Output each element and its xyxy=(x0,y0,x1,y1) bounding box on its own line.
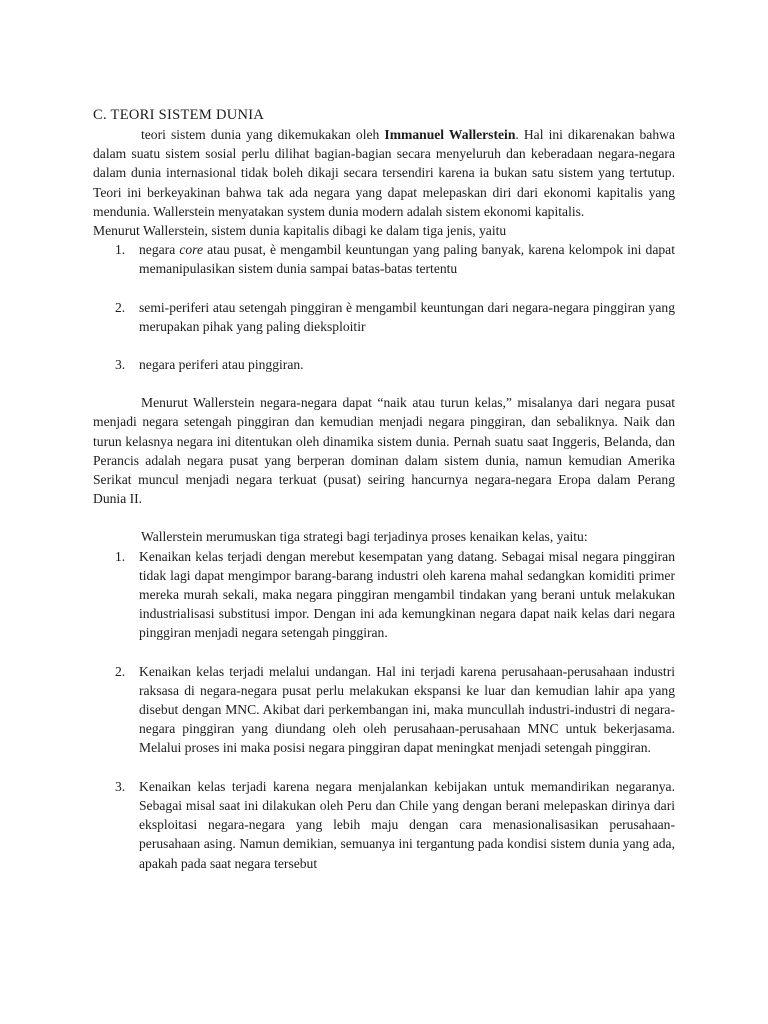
document-page xyxy=(93,105,675,873)
intro-text-after: . Hal ini dikarenakan bahwa dalam suatu sistem sosial perlu dilihat bagian-bagian secara menyeluruh dan keberadaan negara-negara dalam dunia internasional tidak boleh dikaji secara tersendiri karena ia bukan satu sistem yang tertutup. Teori ini berkeyakinan bahwa tak ada negara yang dapat melepaskan diri dari ekonomi kapitalis yang mendunia. Wallerstein menyatakan system dunia modern adalah sistem ekonomi kapitalis. xyxy=(93,127,675,219)
intro-paragraph xyxy=(93,125,675,221)
list-number: 3. xyxy=(115,778,126,794)
list-number: 3. xyxy=(115,357,126,373)
list-number: 2. xyxy=(115,663,126,679)
list-item-semi-periphery: 2. semi-periferi atau setengah pinggiran è mengambil keuntungan dari negara-negara pinggiran yang merupakan pihak yang paling dieksploitir xyxy=(115,299,675,334)
list-number: 1. xyxy=(115,242,126,258)
world-system-types-list xyxy=(93,240,675,374)
list-number: 2. xyxy=(115,299,126,315)
list-item-core: 1. negara core atau pusat, è mengambil keuntungan yang paling banyak, karena kelompok ini dapat memanipulasikan sistem dunia sampai batas-batas tertentu xyxy=(115,242,675,277)
list-number: 1. xyxy=(115,548,126,564)
list-item-strategy-1: 1. Kenaikan kelas terjadi dengan merebut kesempatan yang datang. Sebagai misal negara pinggiran tidak lagi dapat mengimpor barang-barang industri oleh karena mahal sedangkan komiditi primer mereka murah sekali, maka negara pinggiran mengambil tindakan yang berani untuk melakukan industrialisasi substitusi impor. Dengan ini ada kemungkinan negara dapat naik kelas dari negara pinggiran menjadi negara setengah pinggiran. xyxy=(115,548,675,641)
list-item-strategy-3: 3. Kenaikan kelas terjadi karena negara menjalankan kebijakan untuk memandirikan negaranya. Sebagai misal saat ini dilakukan oleh Peru dan Chile yang dengan berani melepaskan dirinya dari eksploitasi negara-negara yang lebih maju dengan cara menasionalisasikan perusahaan-perusahaan asing. Namun demikian, semuanya ini tergantung pada kondisi sistem dunia yang ada, apakah pada saat negara tersebut xyxy=(115,778,675,871)
types-intro: Menurut Wallerstein, sistem dunia kapitalis dibagi ke dalam tiga jenis, yaitu xyxy=(93,223,507,239)
section-heading: C. TEORI SISTEM DUNIA xyxy=(93,107,265,123)
list-item-periphery: 3. negara periferi atau pinggiran. xyxy=(93,355,675,374)
list-item-strategy-2: 2. Kenaikan kelas terjadi melalui undangan. Hal ini terjadi karena perusahaan-perusahaan industri raksasa di negara-negara pusat perlu melakukan ekspansi ke luar dan kemudian lahir apa yang disebut dengan MNC. Akibat dari perkembangan ini, maka muncullah industri-industri di negara-negara pinggiran yang diundang oleh oleh perusahaan-perusahaan MNC untuk bekerjasama. Melalui proses ini maka posisi negara pinggiran dapat meningkat menjadi setengah pinggiran. xyxy=(115,663,675,756)
mobility-paragraph: Menurut Wallerstein negara-negara dapat “naik atau turun kelas,” misalanya dari negara pusat menjadi negara setengah pinggiran dan kemudian menjadi negara pinggiran, dan sebaliknya. Naik dan turun kelasnya negara ini ditentukan oleh dinamika sistem dunia. Pernah suatu saat Inggeris, Belanda, dan Perancis adalah negara pusat yang berperan dominan dalam sistem dunia, namun kemudian Amerika Serikat muncul menjadi negara terkuat (pusat) seiring hancurnya negara-negara Eropa dalam Perang Dunia II. xyxy=(93,395,675,507)
italic-term-core: core xyxy=(179,242,203,258)
class-mobility-strategies-list xyxy=(93,547,675,873)
author-name: Immanuel Wallerstein xyxy=(384,127,516,142)
strategies-intro: Wallerstein merumuskan tiga strategi bagi terjadinya proses kenaikan kelas, yaitu: xyxy=(141,529,588,545)
intro-text-before: teori sistem dunia yang dikemukakan oleh xyxy=(141,127,385,142)
